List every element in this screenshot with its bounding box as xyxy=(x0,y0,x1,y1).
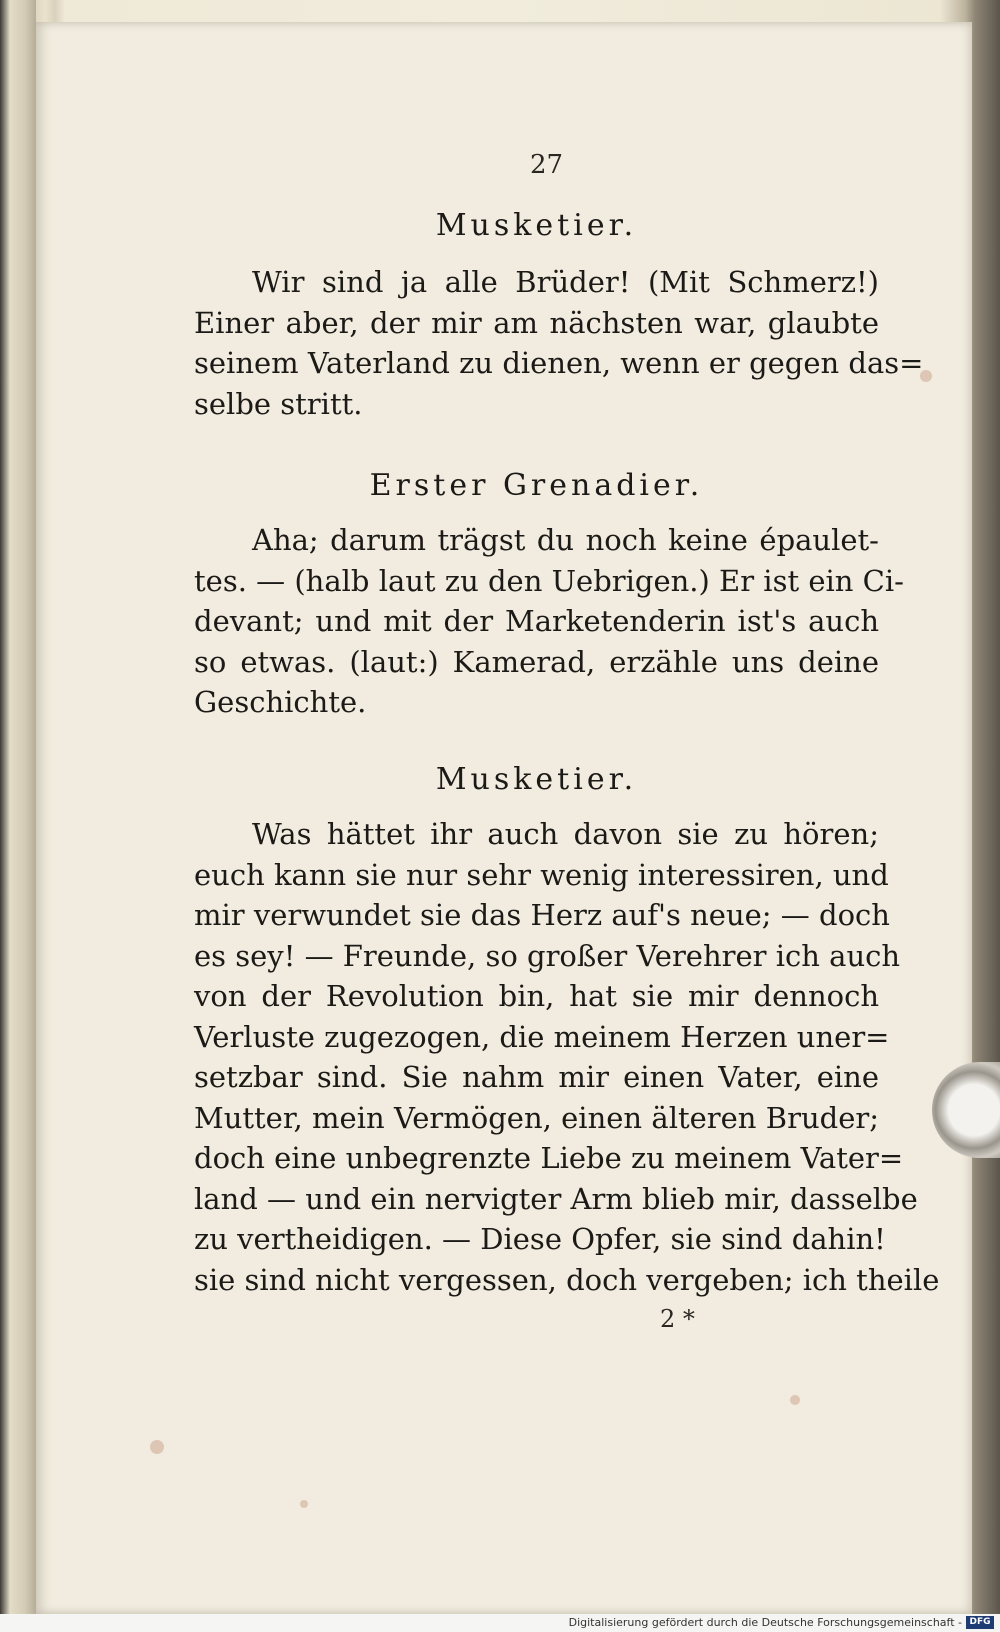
text-line: Aha; darum trägst du noch keine épaulet- xyxy=(252,523,879,557)
text-line: euch kann sie nur sehr wenig interessiren, und xyxy=(194,857,889,892)
text-line: so etwas. (laut:) Kamerad, erzähle uns deine xyxy=(194,644,879,679)
digitization-credit: Digitalisierung gefördert durch die Deutsche Forschungsgemeinschaft - xyxy=(568,1616,962,1629)
paragraph xyxy=(194,814,940,1300)
text-line: zu vertheidigen. — Diese Opfer, sie sind dahin! xyxy=(194,1222,886,1256)
paragraph xyxy=(194,520,904,723)
text-line: devant; und mit der Marketenderin ist's auch xyxy=(194,604,879,638)
text-line: tes. — (halb laut zu den Uebrigen.) Er ist ein Ci- xyxy=(194,563,904,598)
text-line: selbe stritt. xyxy=(194,386,363,421)
page-number: 27 xyxy=(530,150,564,180)
speaker-heading: Musketier. xyxy=(435,208,638,243)
foxing-spot xyxy=(300,1500,308,1508)
text-line: es sey! — Freunde, so großer Verehrer ich auch xyxy=(194,938,901,973)
dfg-logo: DFG xyxy=(966,1616,994,1629)
text-line: Geschichte. xyxy=(194,685,367,719)
text-line: Einer aber, der mir am nächsten war, glaubte xyxy=(194,305,879,340)
text-line: land — und ein nervigter Arm blieb mir, dasselbe xyxy=(194,1181,918,1216)
paragraph xyxy=(194,262,924,424)
foxing-spot xyxy=(790,1395,800,1405)
text-line: setzbar sind. Sie nahm mir einen Vater, eine xyxy=(194,1060,879,1094)
text-line: Mutter, mein Vermögen, einen älteren Bruder; xyxy=(194,1100,879,1135)
speaker-heading: Erster Grenadier. xyxy=(369,468,704,503)
speaker-heading: Musketier. xyxy=(435,762,638,797)
book-gutter xyxy=(0,0,36,1632)
foxing-spot xyxy=(150,1440,164,1454)
text-line: von der Revolution bin, hat sie mir dennoch xyxy=(194,979,879,1013)
text-line: Wir sind ja alle Brüder! (Mit Schmerz!) xyxy=(252,265,879,299)
text-line: mir verwundet sie das Herz auf's neue; — doch xyxy=(194,898,890,932)
text-line: Verluste zugezogen, die meinem Herzen uner= xyxy=(194,1019,890,1054)
text-line: Was hättet ihr auch davon sie zu hören; xyxy=(252,817,879,851)
text-line: seinem Vaterland zu dienen, wenn er gegen das= xyxy=(194,346,924,380)
catchword: 2 * xyxy=(660,1305,695,1333)
text-line: sie sind nicht vergessen, doch vergeben; ich theile xyxy=(194,1262,940,1297)
text-line: doch eine unbegrenzte Liebe zu meinem Vater= xyxy=(194,1141,904,1175)
